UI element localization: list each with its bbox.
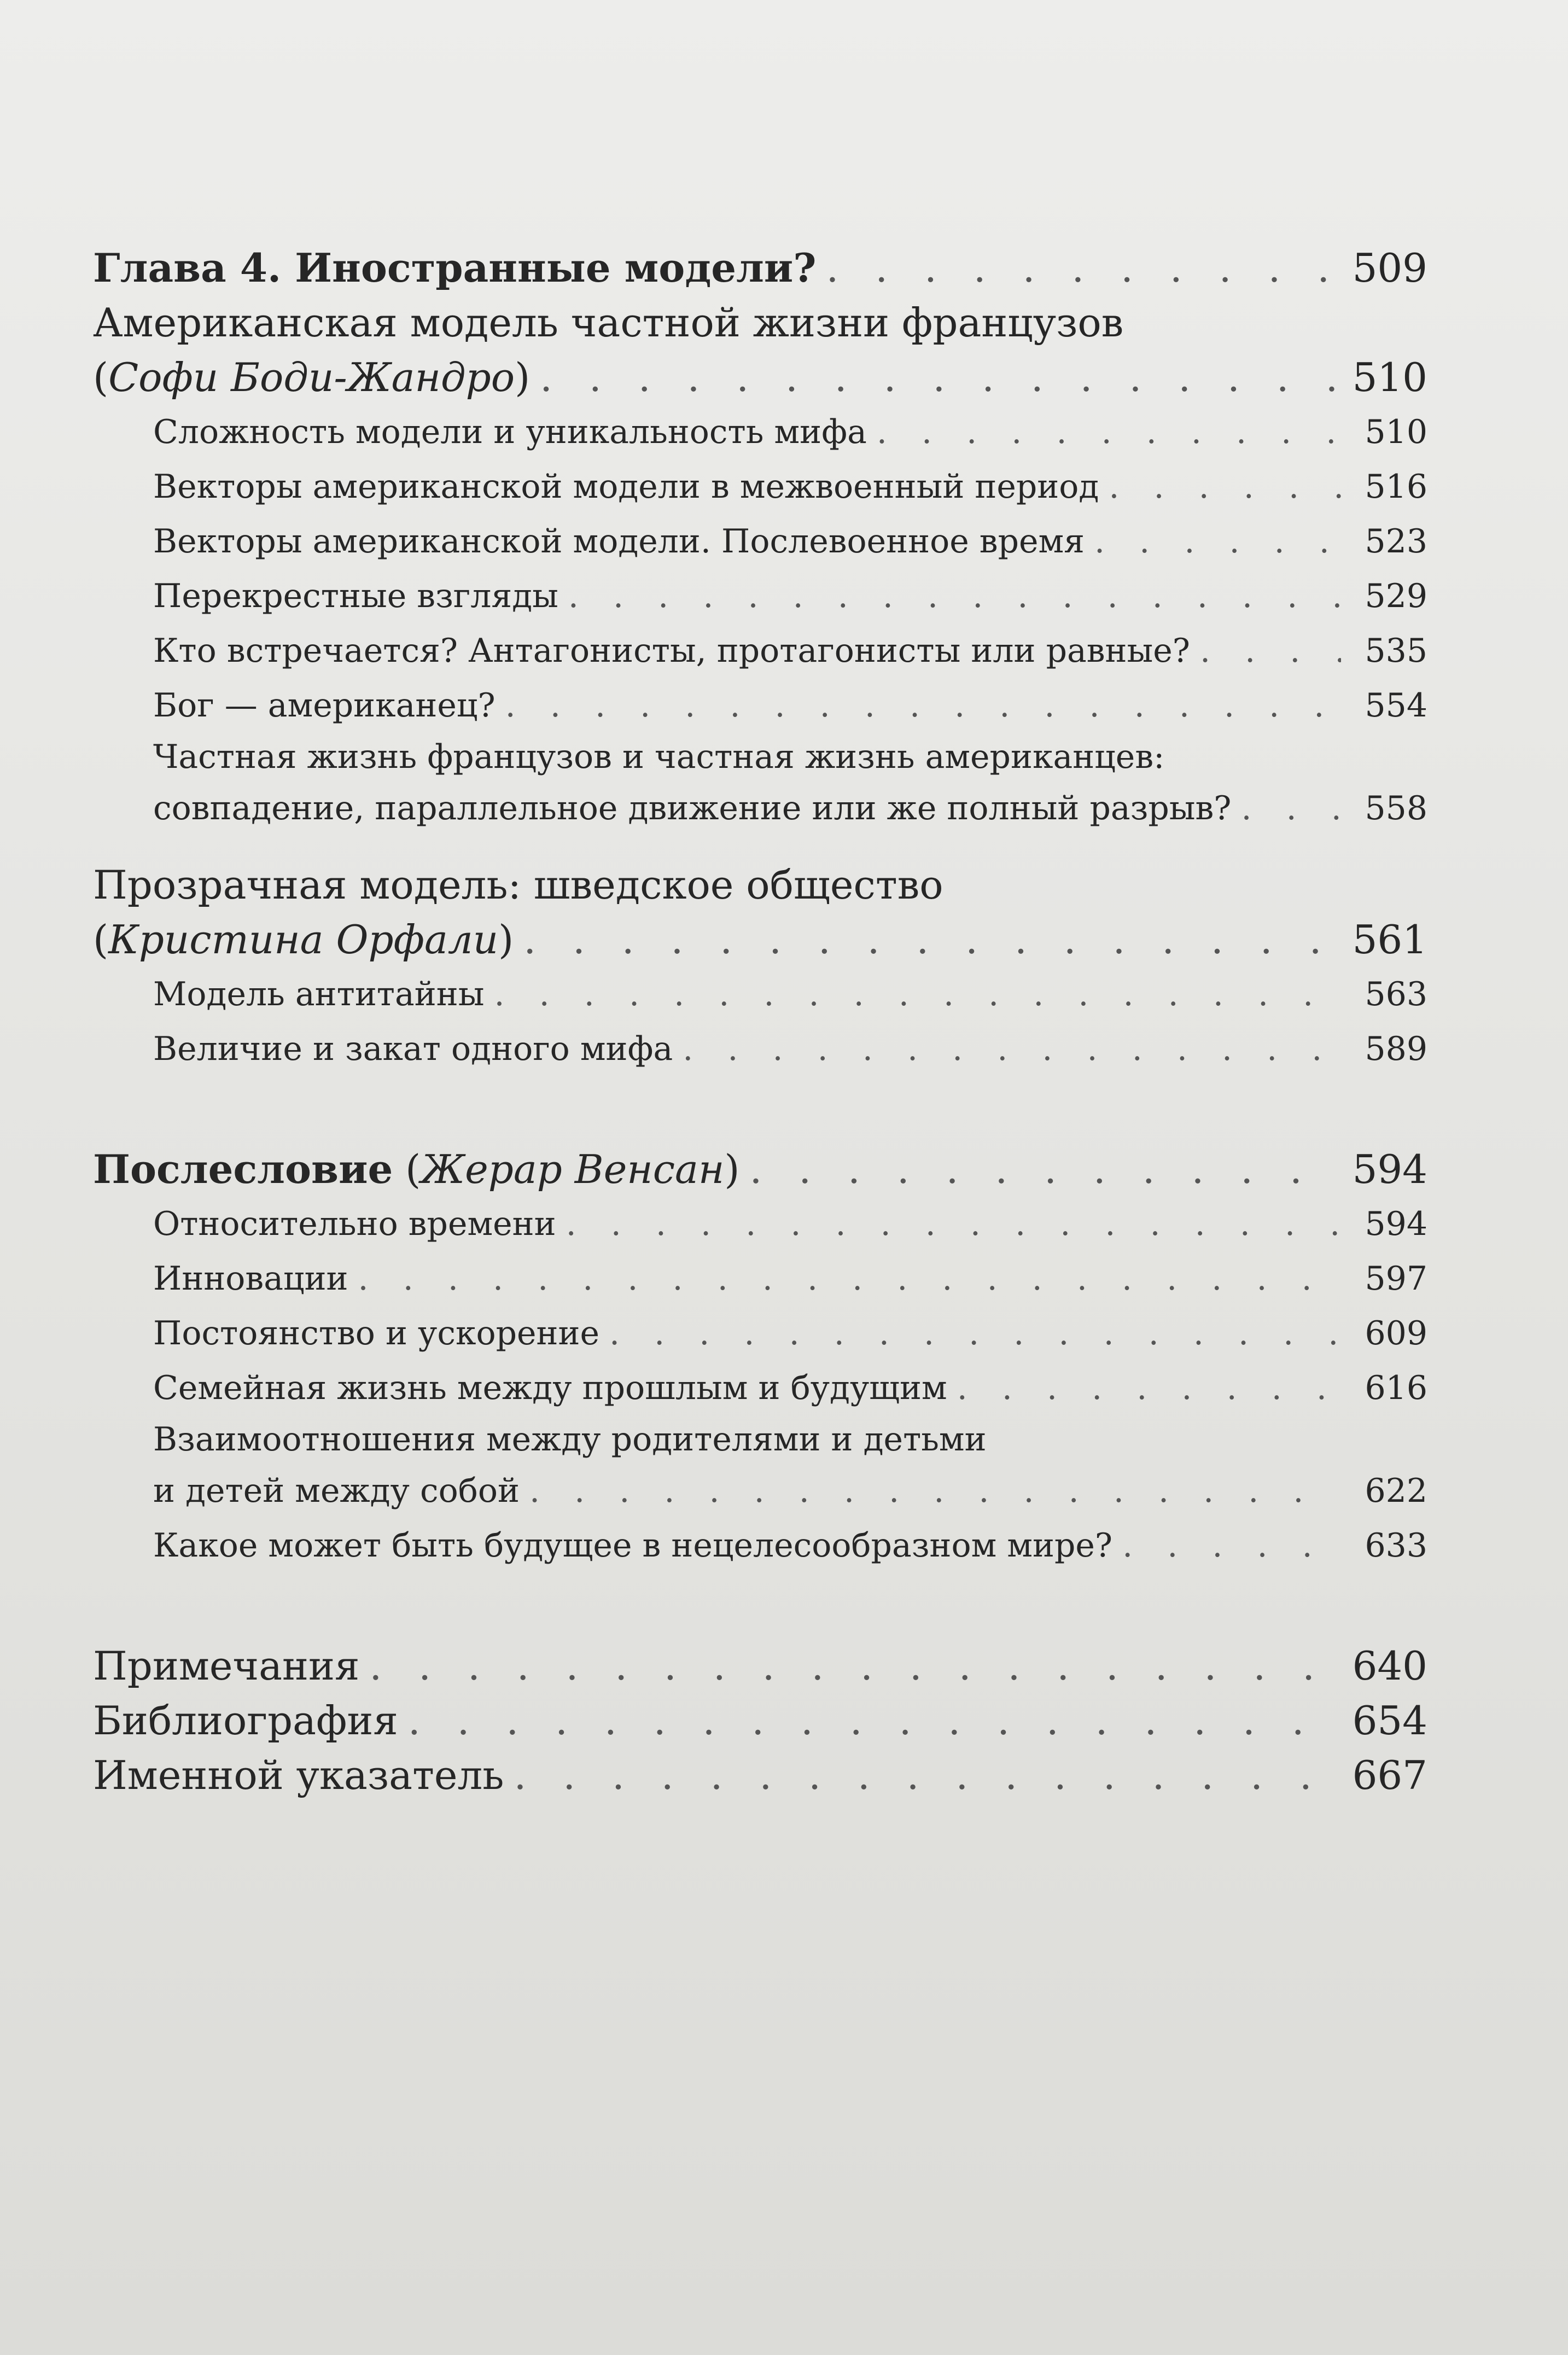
leader-dots <box>1200 623 1341 678</box>
toc-section-line <box>93 733 1427 781</box>
page-number: 609 <box>1365 1314 1427 1353</box>
page-number: 597 <box>1365 1260 1427 1298</box>
section-title: Бог — американец? <box>153 686 496 725</box>
toc-section <box>93 1251 1427 1306</box>
page-number: 523 <box>1365 522 1427 561</box>
essay-author: Софи Боди-Жандро <box>108 354 515 400</box>
toc-chapter-4 <box>93 241 1427 295</box>
toc-section <box>93 1464 1427 1518</box>
toc-section-line <box>93 1415 1427 1464</box>
essay-author: Кристина Орфали <box>108 917 499 963</box>
toc-section <box>93 1306 1427 1361</box>
page-number: 654 <box>1352 1698 1427 1744</box>
toc-essay-title <box>93 858 1427 912</box>
page-number: 622 <box>1365 1472 1427 1510</box>
leader-dots <box>540 350 1341 405</box>
leader-dots <box>1122 1518 1341 1573</box>
toc-section <box>93 569 1427 623</box>
leader-dots <box>750 1142 1342 1197</box>
leader-dots <box>523 912 1341 967</box>
leader-dots <box>568 569 1341 623</box>
section-title: Перекрестные взгляды <box>153 577 558 615</box>
toc-section <box>93 459 1427 514</box>
toc-back-matter <box>93 1639 1427 1693</box>
toc-back-matter <box>93 1748 1427 1803</box>
section-title: Относительно времени <box>153 1205 556 1243</box>
section-title: Векторы американской модели в межвоенный период <box>153 468 1099 506</box>
section-title-line2: и детей между собой <box>153 1472 520 1510</box>
page-number: 563 <box>1365 975 1427 1013</box>
section-title: Постоянство и ускорение <box>153 1314 599 1353</box>
leader-dots <box>957 1361 1341 1415</box>
essay-title: Прозрачная модель: шведское общество <box>93 862 943 908</box>
leader-dots <box>1241 781 1341 836</box>
toc-afterword: Послесловие (Жерар Венсан) . . . 594 <box>93 1142 1427 1197</box>
leader-dots <box>877 405 1341 459</box>
leader-dots <box>609 1306 1341 1361</box>
back-matter-title: Именной указатель <box>93 1752 504 1798</box>
back-matter-title: Примечания <box>93 1643 360 1689</box>
leader-dots <box>566 1197 1341 1251</box>
page-number: 558 <box>1365 789 1427 827</box>
toc-section <box>93 967 1427 1022</box>
chapter-title: Глава 4. Иностранные модели? <box>93 244 817 291</box>
leader-dots <box>514 1748 1341 1803</box>
page-number: 589 <box>1365 1030 1427 1068</box>
toc-section <box>93 1022 1427 1076</box>
section-title-line2: совпадение, параллельное движение или же полный разрыв? <box>153 789 1232 827</box>
page-number: 667 <box>1352 1752 1427 1798</box>
toc-essay-title <box>93 295 1427 350</box>
section-title: Кто встречается? Антагонисты, протагонисты или равные? <box>153 632 1190 670</box>
section-title: Семейная жизнь между прошлым и будущим <box>153 1369 947 1407</box>
table-of-contents <box>93 241 1427 1803</box>
leader-dots <box>408 1693 1341 1748</box>
toc-section <box>93 678 1427 733</box>
page-number: 554 <box>1365 686 1427 725</box>
page-number: 594 <box>1352 1146 1427 1192</box>
page-number: 529 <box>1365 577 1427 615</box>
afterword-author: Жерар Венсан <box>421 1146 725 1192</box>
page-number: 510 <box>1365 413 1427 451</box>
section-title: Сложность модели и уникальность мифа <box>153 413 867 451</box>
leader-dots <box>358 1251 1341 1306</box>
page-number: 535 <box>1365 632 1427 670</box>
page-number: 633 <box>1365 1526 1427 1565</box>
section-title: Инновации <box>153 1260 348 1298</box>
leader-dots <box>369 1639 1341 1693</box>
section-title: Какое может быть будущее в нецелесообразном мире? <box>153 1526 1113 1565</box>
toc-section <box>93 1197 1427 1251</box>
section-title-line1: Частная жизнь французов и частная жизнь американцев: <box>153 738 1165 776</box>
leader-dots <box>1109 459 1341 514</box>
section-title-line1: Взаимоотношения между родителями и детьми <box>153 1420 987 1459</box>
essay-title: Американская модель частной жизни французов <box>93 300 1124 346</box>
section-title: Модель антитайны <box>153 975 485 1013</box>
page-number: 510 <box>1352 354 1427 400</box>
afterword-title: Послесловие <box>93 1146 393 1192</box>
toc-section <box>93 514 1427 569</box>
toc-essay-author-row: (Кристина Орфали) . . . 561 <box>93 912 1427 967</box>
page-number: 594 <box>1365 1205 1427 1243</box>
toc-section <box>93 1518 1427 1573</box>
leader-dots <box>683 1022 1341 1076</box>
page-number: 561 <box>1352 917 1427 963</box>
toc-section <box>93 623 1427 678</box>
toc-section <box>93 1361 1427 1415</box>
leader-dots <box>1094 514 1341 569</box>
back-matter-title: Библиография <box>93 1698 398 1744</box>
page-number: 616 <box>1365 1369 1427 1407</box>
leader-dots <box>826 241 1341 295</box>
page-number: 509 <box>1352 245 1427 291</box>
toc-essay-author-row: (Софи Боди-Жандро) . . . 510 <box>93 350 1427 405</box>
page-number: 640 <box>1352 1643 1427 1689</box>
toc-back-matter <box>93 1693 1427 1748</box>
toc-section <box>93 781 1427 836</box>
page-number: 516 <box>1365 468 1427 506</box>
toc-section <box>93 405 1427 459</box>
section-title: Величие и закат одного мифа <box>153 1030 673 1068</box>
section-title: Векторы американской модели. Послевоенное время <box>153 522 1085 561</box>
leader-dots <box>529 1464 1341 1518</box>
leader-dots <box>494 967 1341 1022</box>
leader-dots <box>505 678 1341 733</box>
